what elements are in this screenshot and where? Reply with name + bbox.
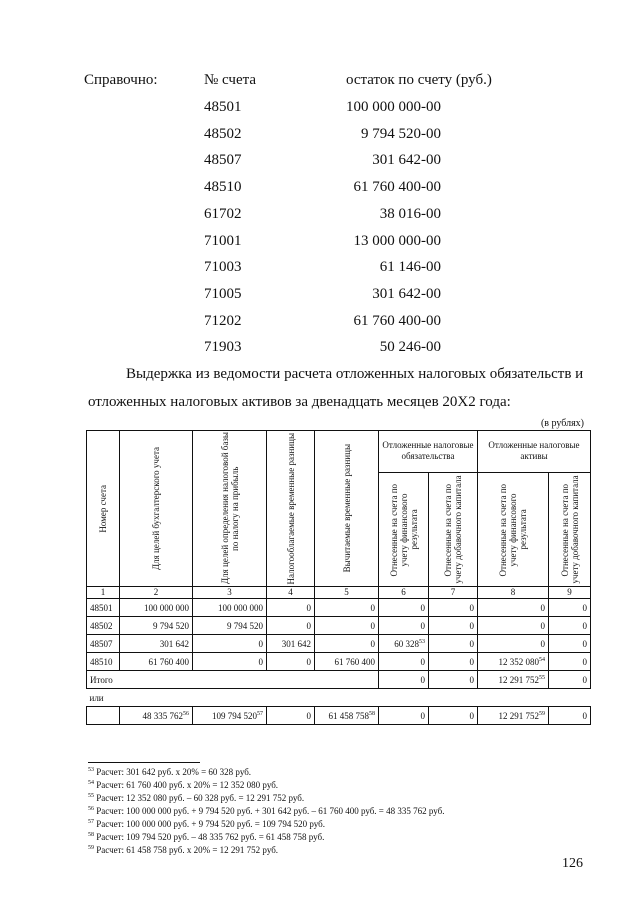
alt-c4: 0 — [267, 707, 315, 725]
reference-row — [84, 286, 484, 306]
header-account: Номер счета — [87, 431, 120, 587]
cell-c6: 0 — [379, 599, 429, 617]
or-label: или — [87, 689, 591, 707]
page-number: 126 — [562, 856, 583, 871]
footnote: $^{53}$ Расчет: 301 642 руб. х 20% = 60 328 руб. — [88, 767, 252, 777]
account-balance: 100 000 000-00 — [346, 99, 441, 115]
cell-c9: 0 — [549, 599, 591, 617]
cell-c4: 0 — [267, 617, 315, 635]
header-dtl-group: Отложенные налоговые обязательства — [379, 431, 478, 473]
header-dta-fin: Отнесенные на счета по учету финансового результата — [478, 472, 549, 586]
account-number: 48501 — [204, 99, 242, 115]
cell-c9: 0 — [549, 617, 591, 635]
footnote: $^{56}$ Расчет: 100 000 000 руб. + 9 794 520 руб. + 301 642 руб. – 61 760 400 руб. = 48 335 762 руб. — [88, 806, 445, 816]
alt-c8: 12 291 $752^{59}$ — [478, 707, 549, 725]
col-number: 8 — [478, 587, 549, 599]
alt-c2: 48 335 $762^{56}$ — [120, 707, 193, 725]
alt-c7: 0 — [429, 707, 478, 725]
alt-c1 — [87, 707, 120, 725]
cell-c3: 9 794 520 — [193, 617, 267, 635]
header-dtl-fin: Отнесенные на счета по учету финансового результата — [379, 472, 429, 586]
alt-c9: 0 — [549, 707, 591, 725]
total-c8: 12 291 $752^{55}$ — [478, 671, 549, 689]
footnotes — [88, 765, 444, 856]
cell-c1: 48507 — [87, 635, 120, 653]
cell-c3: 100 000 000 — [193, 599, 267, 617]
cell-c4: 0 — [267, 599, 315, 617]
cell-c9: 0 — [549, 635, 591, 653]
deferred-tax-table — [86, 430, 591, 725]
account-number: 71005 — [204, 285, 242, 302]
footnote-separator — [88, 762, 200, 763]
alt-c5: 61 458 $758^{58}$ — [315, 707, 379, 725]
account-balance: 61 760 400-00 — [353, 312, 441, 329]
account-number: 71001 — [204, 232, 242, 249]
alt-c3: 109 794 $520^{57}$ — [193, 707, 267, 725]
header-accounting: Для целей бухгалтерского учета — [120, 431, 193, 587]
footnote: $^{58}$ Расчет: 109 794 520 руб. – 48 335 762 руб. = 61 458 758 руб. — [88, 832, 325, 842]
account-number: 71903 — [204, 339, 242, 356]
cell-c5: 61 760 400 — [315, 653, 379, 671]
heading-line-1: Выдержка из ведомости расчета отложенных налоговых обязательств и — [126, 366, 584, 382]
account-column-header: № счета — [204, 72, 257, 88]
cell-c9: 0 — [549, 653, 591, 671]
cell-c8: 12 352 $080^{54}$ — [478, 653, 549, 671]
cell-c3: 0 — [193, 653, 267, 671]
header-tax-base: Для целей определения налоговой базы по налогу на прибыль — [193, 431, 267, 587]
reference-row — [84, 313, 484, 333]
cell-c2: 61 760 400 — [120, 653, 193, 671]
alternative-row — [87, 707, 591, 725]
cell-c6: 0 — [379, 653, 429, 671]
col-number: 2 — [120, 587, 193, 599]
reference-row — [84, 152, 484, 172]
total-row — [87, 671, 591, 689]
header-deductible: Вычитаемые временные разницы — [315, 431, 379, 587]
section-heading — [88, 360, 588, 416]
total-c7: 0 — [429, 671, 478, 689]
cell-c5: 0 — [315, 599, 379, 617]
total-c6: 0 — [379, 671, 429, 689]
table-row — [87, 617, 591, 635]
col-number: 7 — [429, 587, 478, 599]
cell-c7: 0 — [429, 617, 478, 635]
cell-c1: 48502 — [87, 617, 120, 635]
account-balance: 301 642-00 — [372, 285, 441, 302]
total-label: Итого — [87, 671, 379, 689]
reference-row — [84, 233, 484, 253]
cell-c4: 0 — [267, 653, 315, 671]
account-balance: 50 246-00 — [379, 339, 441, 356]
or-row — [87, 689, 591, 707]
reference-label: Справочно: — [84, 72, 158, 88]
footnote: $^{59}$ Расчет: 61 458 758 руб. х 20% = 12 291 752 руб. — [88, 845, 279, 855]
footnote: $^{57}$ Расчет: 100 000 000 руб. + 9 794 520 руб. = 109 794 520 руб. — [88, 819, 325, 829]
account-number: 48507 — [204, 152, 242, 169]
header-dtl-cap: Отнесенные на счета по учету добавочного капитала — [429, 472, 478, 586]
footnote: $^{54}$ Расчет: 61 760 400 руб. х 20% = 12 352 080 руб. — [88, 780, 279, 790]
reference-row — [84, 206, 484, 226]
cell-c6: 0 — [379, 617, 429, 635]
cell-c2: 301 642 — [120, 635, 193, 653]
cell-c8: 0 — [478, 617, 549, 635]
col-number: 6 — [379, 587, 429, 599]
account-balance: 9 794 520-00 — [361, 125, 441, 142]
total-c9: 0 — [549, 671, 591, 689]
col-number: 4 — [267, 587, 315, 599]
reference-row — [84, 126, 484, 146]
reference-row — [84, 179, 484, 199]
account-balance: 13 000 000-00 — [353, 232, 441, 249]
cell-c3: 0 — [193, 635, 267, 653]
col-number: 1 — [87, 587, 120, 599]
heading-line-2: отложенных налоговых активов за двенадцать месяцев 20Х2 года: — [88, 394, 511, 410]
cell-c7: 0 — [429, 599, 478, 617]
cell-c4: 301 642 — [267, 635, 315, 653]
footnote: $^{55}$ Расчет: 12 352 080 руб. – 60 328 руб. = 12 291 752 руб. — [88, 793, 305, 803]
account-number: 48510 — [204, 179, 242, 196]
cell-c8: 0 — [478, 599, 549, 617]
account-balance: 38 016-00 — [379, 205, 441, 222]
cell-c5: 0 — [315, 635, 379, 653]
cell-c6: 60 $328^{53}$ — [379, 635, 429, 653]
cell-c8: 0 — [478, 635, 549, 653]
col-number: 5 — [315, 587, 379, 599]
header-taxable: Налогооблагаемые временные разницы — [267, 431, 315, 587]
account-number: 48502 — [204, 125, 242, 142]
balance-column-header: остаток по счету (руб.) — [346, 72, 492, 88]
col-number: 3 — [193, 587, 267, 599]
account-balance: 301 642-00 — [372, 152, 441, 169]
cell-c5: 0 — [315, 617, 379, 635]
reference-row — [84, 259, 484, 279]
cell-c2: 9 794 520 — [120, 617, 193, 635]
account-number: 71202 — [204, 312, 242, 329]
reference-row — [84, 99, 484, 119]
column-numbers-row — [87, 587, 591, 599]
account-number: 61702 — [204, 205, 242, 222]
table-row — [87, 599, 591, 617]
table-row — [87, 635, 591, 653]
cell-c1: 48510 — [87, 653, 120, 671]
unit-note: (в рублях) — [540, 418, 584, 429]
col-number: 9 — [549, 587, 591, 599]
account-balance: 61 760 400-00 — [353, 179, 441, 196]
cell-c2: 100 000 000 — [120, 599, 193, 617]
alt-c6: 0 — [379, 707, 429, 725]
reference-row — [84, 339, 484, 359]
header-dta-group: Отложенные налоговые активы — [478, 431, 591, 473]
account-number: 71003 — [204, 259, 242, 276]
header-dta-cap: Отнесенные на счета по учету добавочного капитала — [549, 472, 591, 586]
account-balance: 61 146-00 — [379, 259, 441, 276]
cell-c1: 48501 — [87, 599, 120, 617]
table-row — [87, 653, 591, 671]
cell-c7: 0 — [429, 635, 478, 653]
cell-c7: 0 — [429, 653, 478, 671]
